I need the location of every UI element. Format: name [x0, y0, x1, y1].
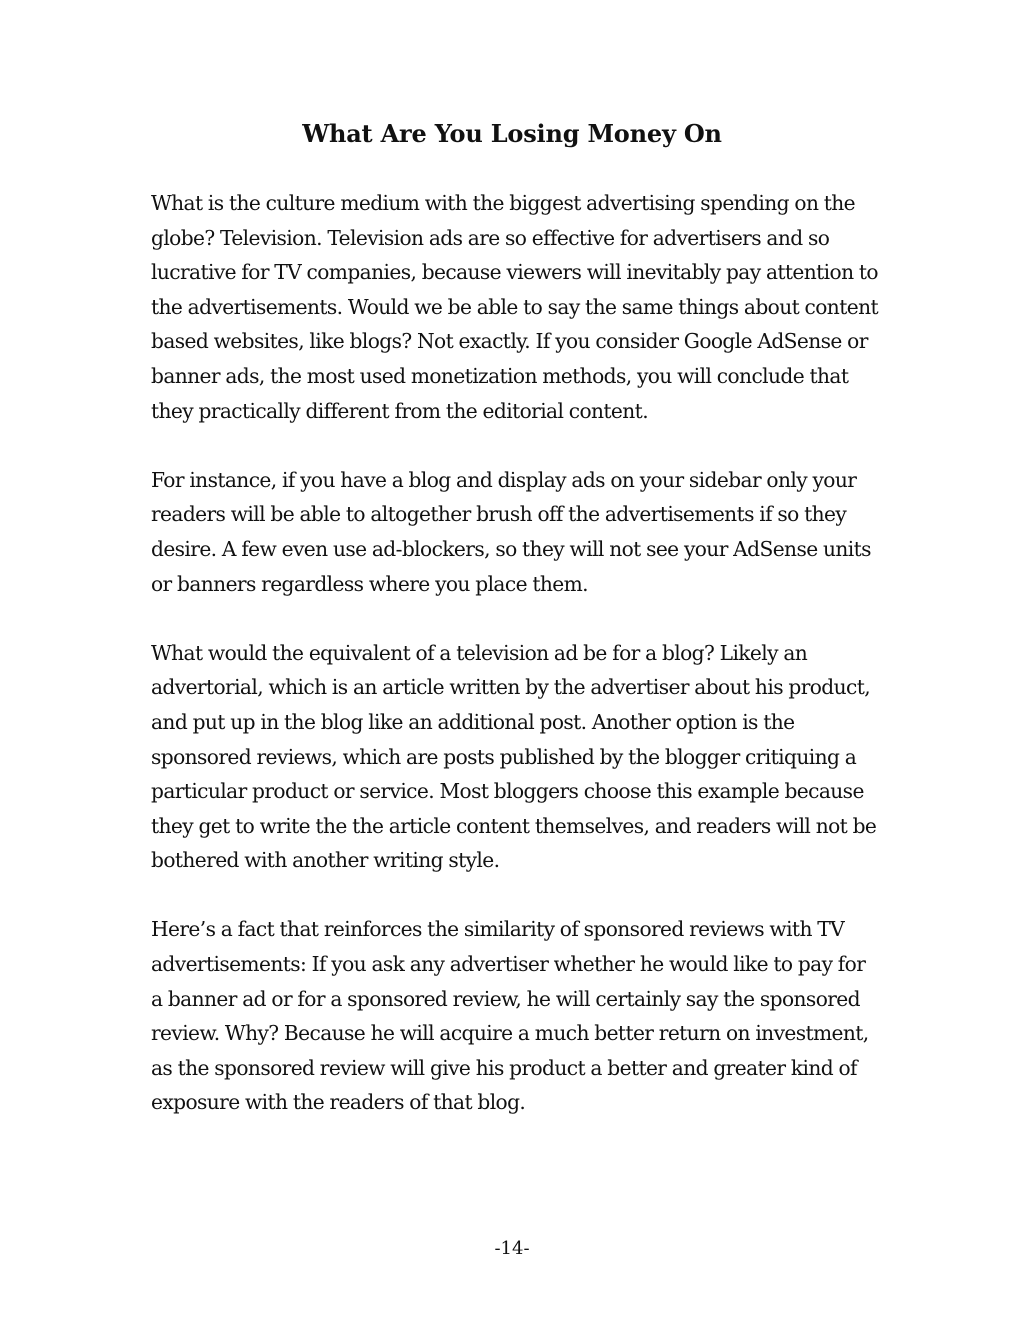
paragraph-4: Here’s a fact that reinforces the similarity of sponsored reviews with TV advertisements: If you ask any advertiser whether he would like to pay for a banner ad or for a sponsored review, he will certainly say the sponsored review. Why? Because he will acquire a much better return on investment, as the sponsored review will give his product a better and greater kind of exposure with the readers of that blog. — [151, 917, 869, 1115]
body-text — [151, 186, 879, 1155]
page-title: What Are You Losing Money On — [302, 119, 722, 148]
paragraph-2: For instance, if you have a blog and display ads on your sidebar only your readers will be able to altogether brush off the advertisements if so they desire. A few even use ad-blockers, so they will not see your AdSense units or banners regardless where you place them. — [151, 467, 871, 596]
paragraph-1: What is the culture medium with the biggest advertising spending on the globe? Television. Television ads are so effective for advertisers and so lucrative for TV companies, because viewers will inevitably pay attention to the advertisements. Would we be able to say the same things about content based websites, like blogs? Not exactly. If you consider Google AdSense or banner ads, the most used monetization methods, you will conclude that they practically different from the editorial content. — [151, 191, 878, 423]
page-number: -14- — [494, 1238, 530, 1259]
paragraph-3: What would the equivalent of a television ad be for a blog? Likely an advertorial, which is an article written by the advertiser about his product, and put up in the blog like an additional post. Another option is the sponsored reviews, which are posts published by the blogger critiquing a particular product or service. Most bloggers choose this example because they get to write the the article content themselves, and readers will not be bothered with another writing style. — [151, 640, 877, 873]
